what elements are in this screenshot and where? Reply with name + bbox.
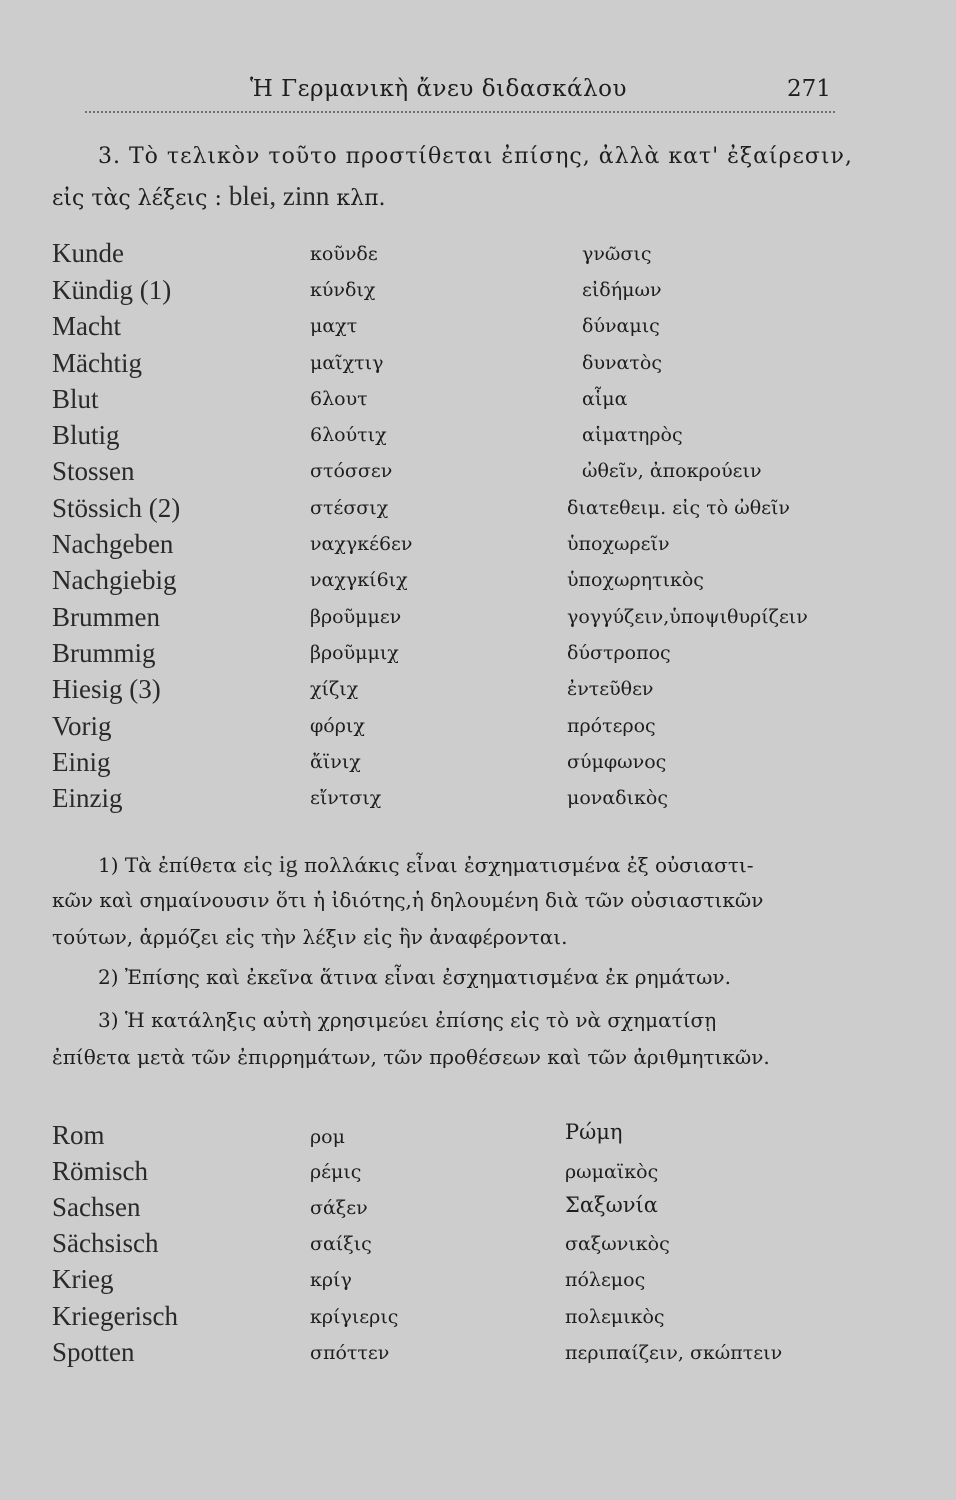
- table1-meaning-6: ὠθεῖν, ἀποκρούειν: [582, 460, 762, 482]
- table1-german-8: Nachgeben: [52, 529, 174, 559]
- table1-pron-11: βροῦμμιχ: [310, 642, 399, 664]
- page-number: 271: [787, 76, 831, 102]
- table2-meaning-3: σαξωνικὸς: [565, 1233, 670, 1255]
- table2-german-5: Kriegerisch: [52, 1301, 178, 1331]
- table1-meaning-10: γογγύζειν,ὑποψιθυρίζειν: [567, 606, 808, 628]
- table1-german-14: Einig: [52, 747, 111, 777]
- table2-german-2: Sachsen: [52, 1192, 141, 1222]
- footnote-1-line-1: [98, 853, 754, 877]
- table1-meaning-7: διατεθειμ. εἰς τὸ ὠθεῖν: [567, 497, 790, 519]
- table1-pron-8: ναχγκέ6εν: [310, 533, 413, 555]
- footnote-1-line-3: τούτων, ἁρμόζει εἰς τὴν λέξιν εἰς ἣν ἀναφέρονται.: [52, 925, 568, 949]
- footnote-3-line-2: ἐπίθετα μετὰ τῶν ἐπιρρημάτων, τῶν προθέσεων καὶ τῶν ἀριθμητικῶν.: [52, 1045, 770, 1069]
- table2-pron-6: σπόττεν: [310, 1342, 390, 1364]
- table2-pron-3: σαίξις: [310, 1233, 372, 1255]
- table1-pron-4: 6λουτ: [310, 388, 368, 410]
- table2-pron-0: ρομ: [310, 1126, 345, 1148]
- table2-german-0: Rom: [52, 1120, 105, 1150]
- table1-german-3: Mächtig: [52, 348, 142, 378]
- table1-meaning-9: ὑποχωρητικὸς: [567, 569, 704, 591]
- footnote-3-line-1: 3) Ἡ κατάληξις αὐτὴ χρησιμεύει ἐπίσης εἰς τὸ νὰ σχηματίσῃ: [98, 1008, 717, 1032]
- footnote-2: 2) Ἐπίσης καὶ ἐκεῖνα ἅτινα εἶναι ἐσχηματισμένα ἐκ ρημάτων.: [98, 965, 731, 989]
- table1-german-0: Kunde: [52, 238, 124, 268]
- footnote-1-ig: ig: [278, 852, 298, 878]
- table1-pron-7: στέσσιχ: [310, 497, 389, 519]
- table1-pron-14: ἄϊνιχ: [310, 751, 361, 773]
- table1-meaning-5: αἱματηρὸς: [582, 424, 683, 446]
- footnote-1-line-2: κῶν καὶ σημαίνουσιν ὅτι ἡ ἰδιότης,ἡ δηλουμένη διὰ τῶν οὐσιαστικῶν: [52, 888, 764, 912]
- intro-line-2: [52, 183, 386, 210]
- table1-german-2: Macht: [52, 311, 121, 341]
- table2-meaning-6: περιπαίζειν, σκώπτειν: [565, 1342, 783, 1364]
- table1-meaning-15: μοναδικὸς: [567, 787, 669, 809]
- table1-german-9: Nachgiebig: [52, 565, 177, 595]
- table1-meaning-11: δύστροπος: [567, 642, 671, 664]
- table2-meaning-1: ρωμαϊκὸς: [565, 1161, 659, 1183]
- table1-pron-9: ναχγκί6ιχ: [310, 569, 408, 591]
- table1-pron-1: κύνδιχ: [310, 279, 376, 301]
- table2-pron-2: σάξεν: [310, 1197, 368, 1219]
- table2-meaning-5: πολεμικὸς: [565, 1306, 665, 1328]
- table1-pron-10: βροῦμμεν: [310, 606, 402, 628]
- table2-meaning-4: πόλεμος: [565, 1269, 646, 1291]
- table1-meaning-12: ἐντεῦθεν: [567, 678, 654, 700]
- table1-meaning-3: δυνατὸς: [582, 352, 662, 374]
- table1-german-7: Stössich (2): [52, 493, 181, 523]
- table1-pron-12: χίζιχ: [310, 678, 359, 700]
- footnote-1-text-b: πολλάκις εἶναι ἐσχηματισμένα ἐξ οὐσιαστι-: [303, 853, 754, 877]
- table1-german-12: Hiesig (3): [52, 674, 161, 704]
- footnote-1-text-a: 1) Τὰ ἐπίθετα εἰς: [98, 853, 273, 877]
- table1-german-1: Kündig (1): [52, 275, 172, 305]
- table1-meaning-13: πρότερος: [567, 715, 656, 737]
- table2-pron-5: κρίγιερις: [310, 1306, 399, 1328]
- header-rule: [85, 111, 835, 113]
- table2-german-4: Krieg: [52, 1264, 114, 1294]
- table1-german-10: Brummen: [52, 602, 160, 632]
- table1-meaning-2: δύναμις: [582, 315, 660, 337]
- table1-pron-5: 6λούτιχ: [310, 424, 387, 446]
- table1-pron-0: κοῦνδε: [310, 243, 378, 265]
- intro-line-2-suffix: κλπ.: [336, 186, 386, 211]
- table1-german-4: Blut: [52, 384, 99, 414]
- table2-meaning-0: Ρώμη: [565, 1120, 623, 1144]
- table1-german-15: Einzig: [52, 783, 123, 813]
- table1-german-5: Blutig: [52, 420, 120, 450]
- table2-german-3: Sächsisch: [52, 1228, 159, 1258]
- table1-meaning-4: αἷμα: [582, 388, 628, 410]
- table2-german-1: Römisch: [52, 1156, 149, 1186]
- running-header-title: Ἡ Γερμανικὴ ἄνευ διδασκάλου: [250, 76, 627, 102]
- table1-pron-3: μαῖχτιγ: [310, 352, 384, 374]
- table1-meaning-0: γνῶσις: [582, 243, 652, 265]
- table1-meaning-8: ὑποχωρεῖν: [567, 533, 670, 555]
- table2-meaning-2: Σαξωνία: [565, 1193, 658, 1217]
- intro-line-2-german-words: blei, zinn: [228, 181, 330, 211]
- table1-pron-15: εἴντσιχ: [310, 787, 382, 809]
- intro-line-1: 3. Τὸ τελικὸν τοῦτο προστίθεται ἐπίσης, ἀλλὰ κατ' ἐξαίρεσιν,: [98, 144, 853, 169]
- table1-meaning-1: εἰδήμων: [582, 279, 662, 301]
- table1-german-13: Vorig: [52, 711, 112, 741]
- table1-german-11: Brummig: [52, 638, 156, 668]
- intro-line-2-prefix: εἰς τὰς λέξεις :: [52, 186, 222, 211]
- table2-pron-1: ρέμις: [310, 1161, 362, 1183]
- table1-pron-6: στόσσεν: [310, 460, 393, 482]
- table2-german-6: Spotten: [52, 1337, 135, 1367]
- table2-pron-4: κρίγ: [310, 1269, 352, 1291]
- table1-pron-13: φόριχ: [310, 715, 365, 737]
- table1-meaning-14: σύμφωνος: [567, 751, 667, 773]
- table1-pron-2: μαχτ: [310, 315, 358, 337]
- table1-german-6: Stossen: [52, 456, 135, 486]
